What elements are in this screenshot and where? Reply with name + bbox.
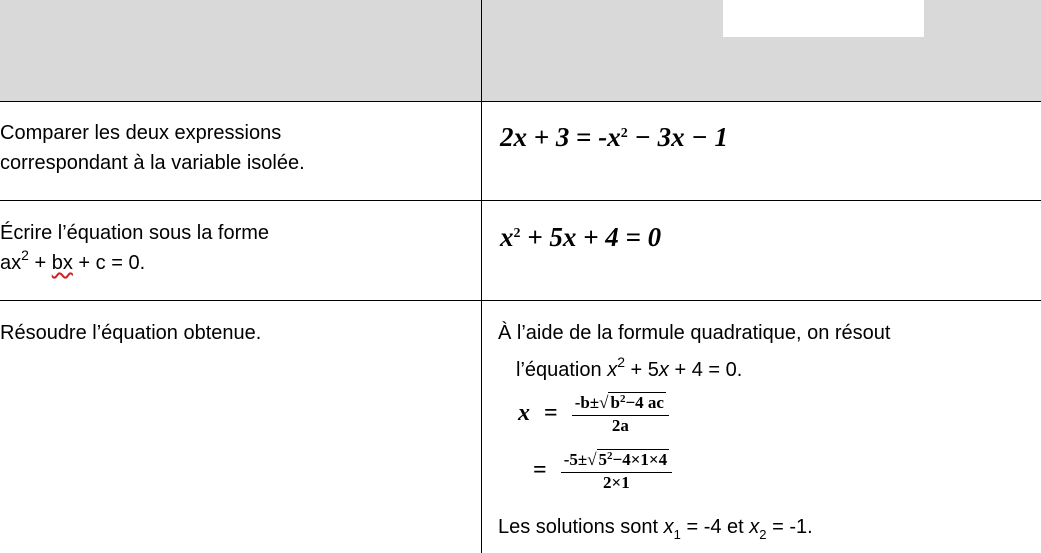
row-divider bbox=[0, 101, 1041, 102]
row-divider bbox=[0, 300, 1041, 301]
row-divider bbox=[0, 200, 1041, 201]
equation-term: -x bbox=[598, 122, 621, 152]
equation-lhs: 2x + 3 bbox=[500, 122, 570, 152]
step-compare-text bbox=[0, 118, 305, 178]
solution-intro: À l’aide de la formule quadratique, on résout bbox=[498, 322, 891, 344]
solution-equation-line: l’équation $x^2 + 5x + 4 = 0$. bbox=[516, 354, 743, 381]
step-solve-text: Résoudre l’équation obtenue. bbox=[0, 322, 262, 344]
exponent: 2 bbox=[513, 226, 521, 241]
exponent: 2 bbox=[620, 126, 628, 141]
substituted-fraction: $\frac{-5\pm√ 5^2-4\times 1\times 4}{2\times 1}$ bbox=[561, 450, 672, 493]
spellcheck-word[interactable]: bx bbox=[51, 252, 73, 274]
standard-form-expression: $ax^2$ + bx + c = 0. bbox=[0, 247, 146, 274]
formula-fraction: $\frac{-b\pm√ b^2-4 ac}{2a}$ bbox=[572, 393, 669, 436]
equation-standard-form: $x^2 + 5x + 4 = 0$ bbox=[500, 222, 662, 252]
step-standard-form-text bbox=[0, 218, 269, 279]
step-line: correspondant à la variable isolée. bbox=[0, 152, 305, 174]
column-divider bbox=[481, 0, 482, 553]
step-line: Écrire l’équation sous la forme bbox=[0, 222, 270, 244]
equation-compare: $2x + 3 = -x^2 - 3x - 1$ bbox=[500, 122, 729, 152]
header-cell-box bbox=[723, 0, 924, 37]
equation-rest: − 3x − 1 bbox=[634, 122, 729, 152]
quadratic-formula: x = $\frac{-b\pm√ b^2-4 ac}{2a}$ bbox=[518, 393, 669, 436]
step-line: Comparer les deux expressions bbox=[0, 122, 282, 144]
solutions-line: Les solutions sont $x_1 = -4$ et $x_2 = -1$. bbox=[498, 516, 813, 542]
substituted-formula: = $\frac{-5\pm√ 5^2-4\times 1\times 4}{2\times 1}$ bbox=[533, 450, 672, 493]
